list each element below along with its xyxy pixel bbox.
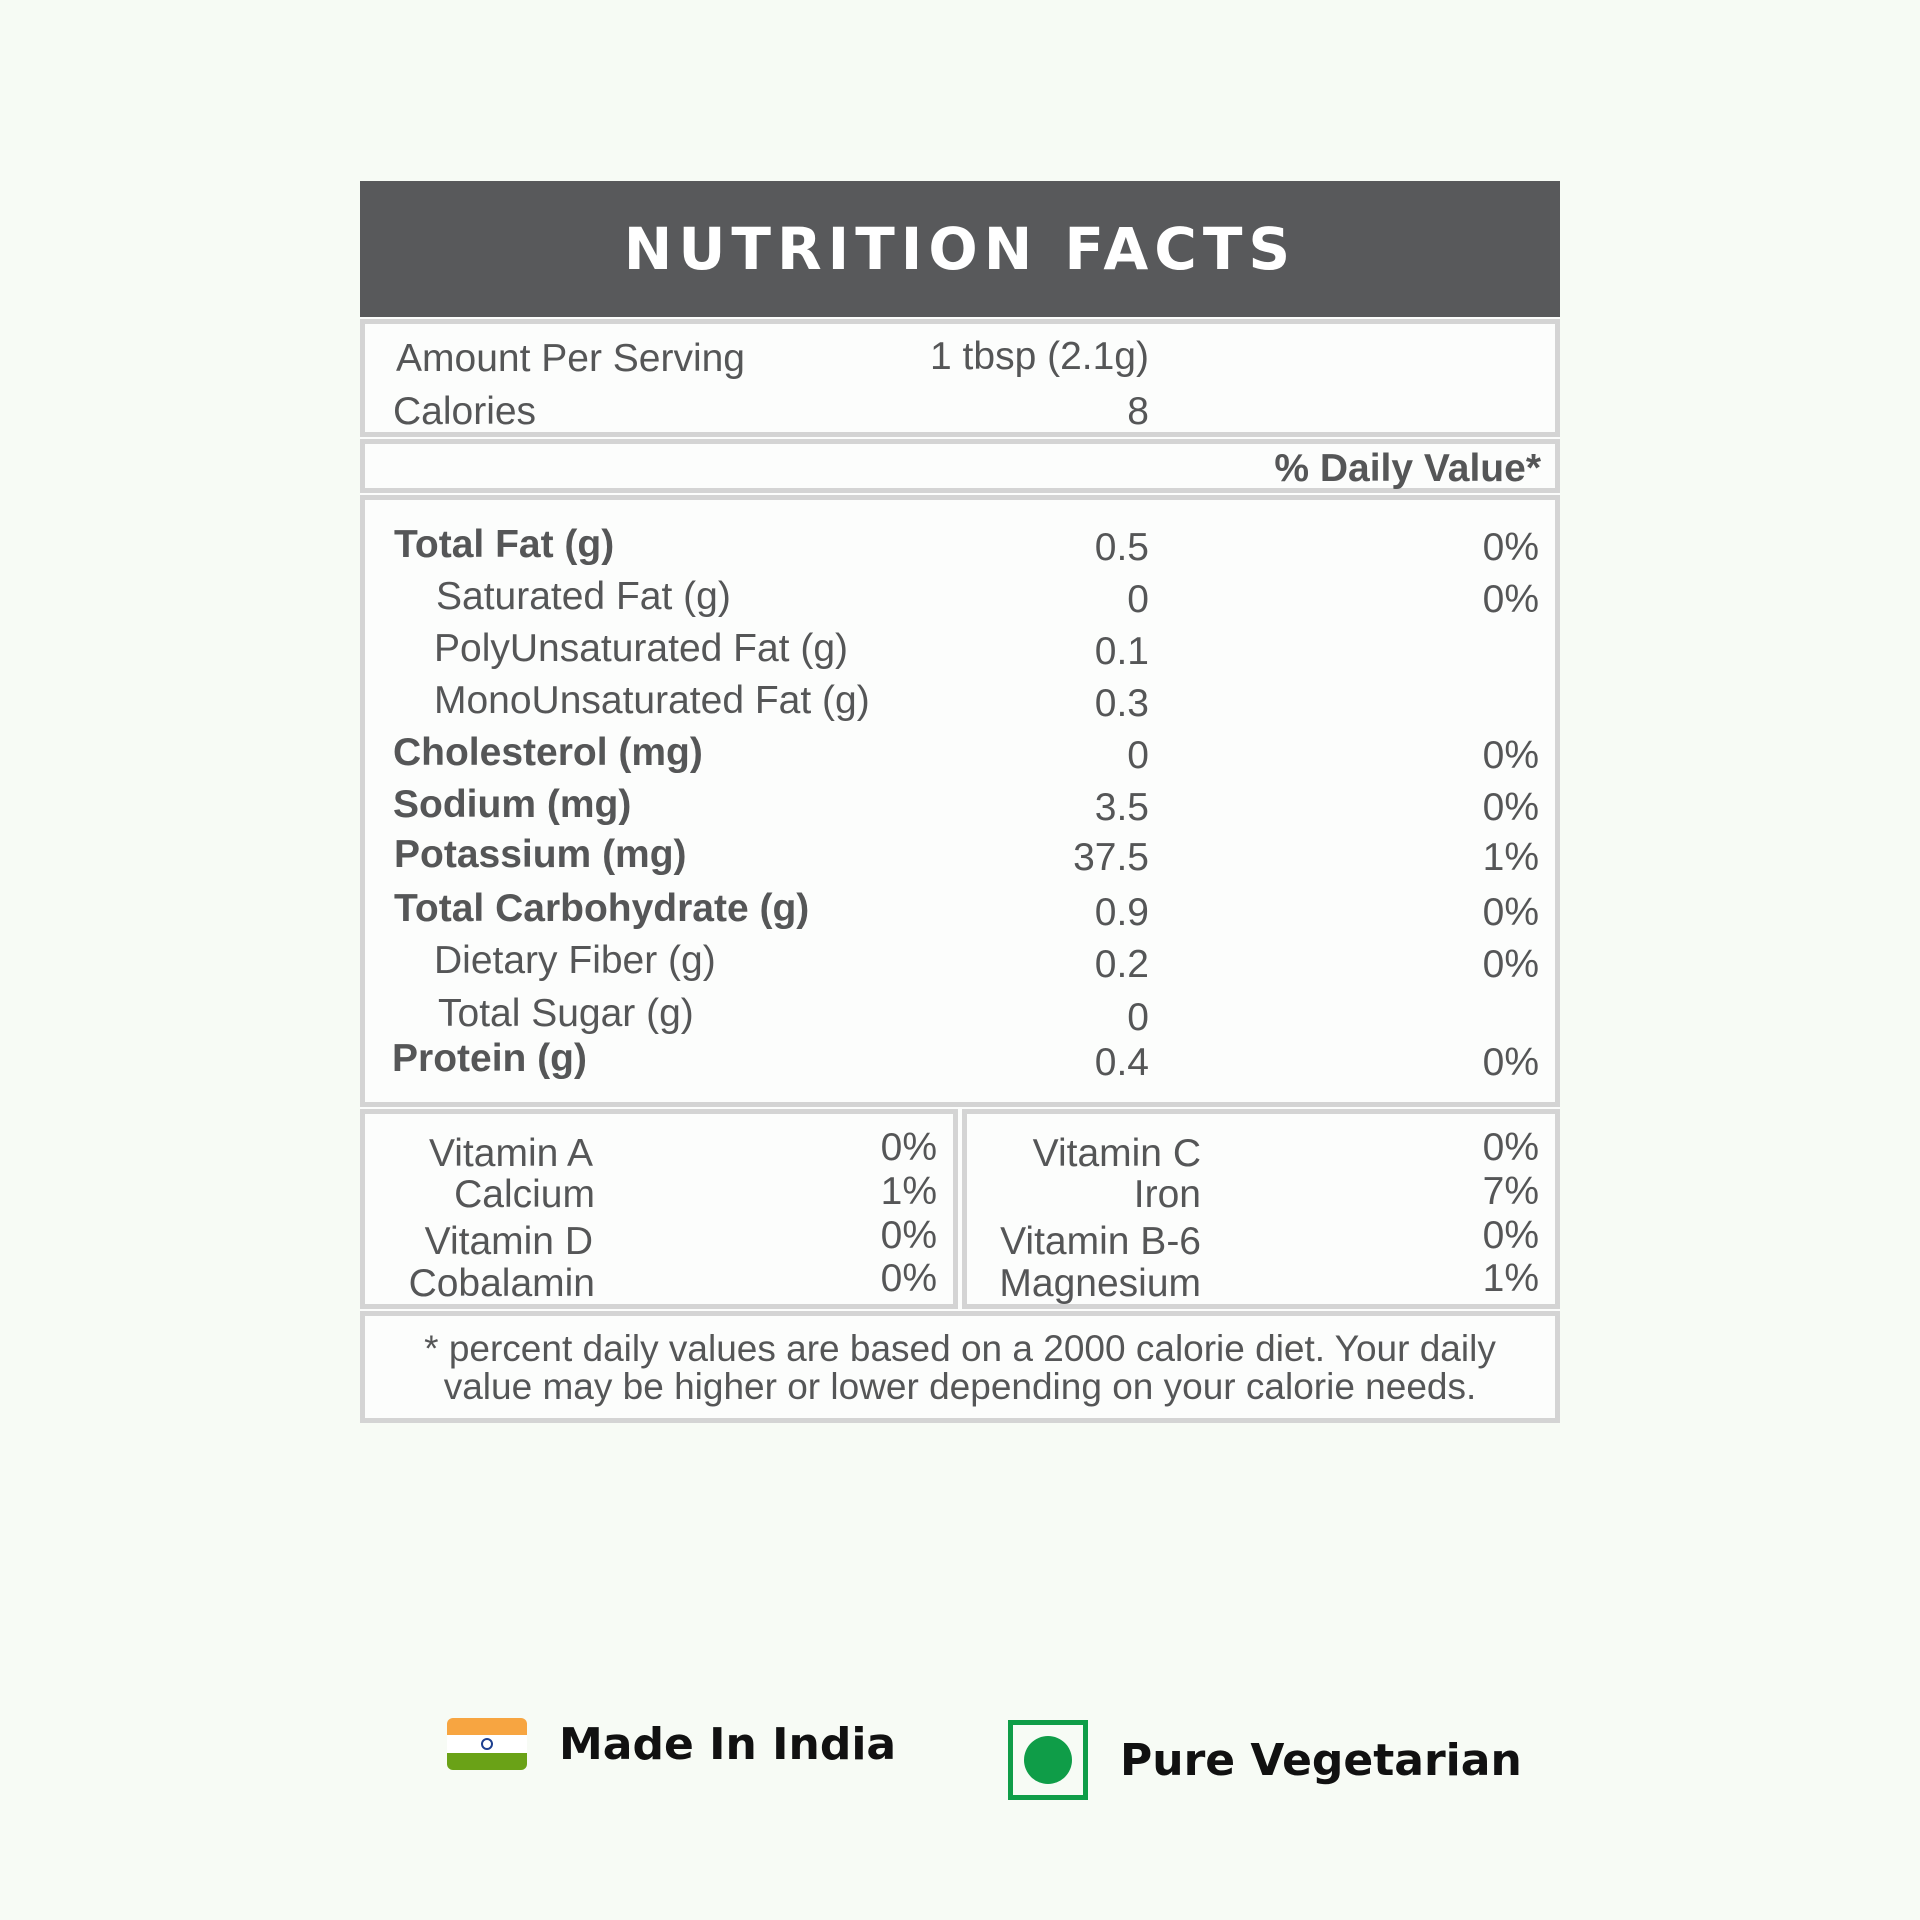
nutrient-amount: 0.5 <box>1094 526 1149 569</box>
vitamin-daily-value: 0% <box>880 1257 937 1300</box>
vitamin-daily-value: 1% <box>1482 1257 1539 1300</box>
vitamins-right-panel <box>962 1109 1560 1309</box>
nutrient-daily-value: 0% <box>1482 1041 1539 1084</box>
amount-per-serving-label: Amount Per Serving <box>396 337 746 380</box>
nutrition-label <box>360 181 1560 1423</box>
nutrition-title: NUTRITION FACTS <box>360 181 1560 317</box>
vitamin-name: Vitamin A <box>428 1132 593 1175</box>
nutrient-daily-value: 1% <box>1482 836 1539 879</box>
nutrient-name: MonoUnsaturated Fat (g) <box>434 679 870 722</box>
footnote-section <box>360 1311 1560 1423</box>
serving-section <box>360 319 1560 437</box>
vitamin-daily-value: 0% <box>880 1214 937 1257</box>
vitamin-name: Vitamin B-6 <box>1000 1220 1201 1263</box>
nutrient-daily-value: 0% <box>1482 526 1539 569</box>
nutrient-daily-value: 0% <box>1482 891 1539 934</box>
nutrient-name: Total Sugar (g) <box>438 992 694 1035</box>
vitamin-daily-value: 0% <box>1482 1126 1539 1169</box>
nutrient-name: PolyUnsaturated Fat (g) <box>434 627 849 670</box>
nutrient-amount: 0.4 <box>1094 1041 1149 1084</box>
nutrient-daily-value: 0% <box>1482 734 1539 777</box>
nutrient-amount: 0.3 <box>1094 682 1149 725</box>
vitamin-name: Calcium <box>454 1173 595 1216</box>
nutrients-section <box>360 495 1560 1107</box>
nutrient-name: Sodium (mg) <box>393 783 632 826</box>
nutrient-name: Total Carbohydrate (g) <box>394 887 810 930</box>
nutrient-name: Cholesterol (mg) <box>393 731 703 774</box>
nutrient-amount: 0.2 <box>1094 943 1149 986</box>
nutrient-amount: 37.5 <box>1073 836 1149 879</box>
vitamin-name: Iron <box>1133 1173 1201 1216</box>
vitamin-daily-value: 7% <box>1482 1170 1539 1213</box>
vitamin-daily-value: 1% <box>880 1170 937 1213</box>
nutrient-amount: 0.9 <box>1094 891 1149 934</box>
pure-vegetarian-badge <box>1008 1720 1522 1800</box>
nutrient-name: Total Fat (g) <box>394 523 615 566</box>
nutrient-daily-value: 0% <box>1482 578 1539 621</box>
nutrient-daily-value: 0% <box>1482 786 1539 829</box>
vitamins-section <box>360 1109 1560 1309</box>
calories-label: Calories <box>393 390 537 433</box>
top-band <box>0 0 1920 150</box>
nutrient-name: Dietary Fiber (g) <box>434 939 716 982</box>
vitamin-name: Cobalamin <box>408 1262 595 1305</box>
calories-value: 8 <box>1127 390 1149 433</box>
nutrient-name: Protein (g) <box>392 1037 587 1080</box>
vitamin-daily-value: 0% <box>880 1126 937 1169</box>
vitamin-name: Magnesium <box>999 1262 1201 1305</box>
made-in-india-label: Made In India <box>559 1718 897 1770</box>
pure-vegetarian-label: Pure Vegetarian <box>1120 1734 1522 1786</box>
vitamin-name: Vitamin C <box>1032 1132 1201 1175</box>
vitamin-name: Vitamin D <box>424 1220 593 1263</box>
daily-value-section <box>360 439 1560 493</box>
amount-per-serving-value: 1 tbsp (2.1g) <box>930 335 1149 378</box>
nutrient-amount: 0.1 <box>1094 630 1149 673</box>
india-flag-icon <box>447 1718 527 1770</box>
veg-symbol-icon <box>1008 1720 1088 1800</box>
nutrient-amount: 0 <box>1127 734 1149 777</box>
daily-value-header: % Daily Value* <box>1274 447 1541 490</box>
nutrient-amount: 0 <box>1127 578 1149 621</box>
vitamin-daily-value: 0% <box>1482 1214 1539 1257</box>
nutrient-amount: 0 <box>1127 996 1149 1039</box>
made-in-india-badge <box>447 1718 896 1770</box>
nutrient-daily-value: 0% <box>1482 943 1539 986</box>
nutrient-amount: 3.5 <box>1094 786 1149 829</box>
footnote-text: * percent daily values are based on a 2000 calorie diet. Your daily value may be higher or lower depending on your calorie needs. <box>424 1328 1496 1407</box>
nutrient-name: Saturated Fat (g) <box>436 575 731 618</box>
vitamins-left-panel <box>360 1109 958 1309</box>
nutrient-name: Potassium (mg) <box>394 833 687 876</box>
